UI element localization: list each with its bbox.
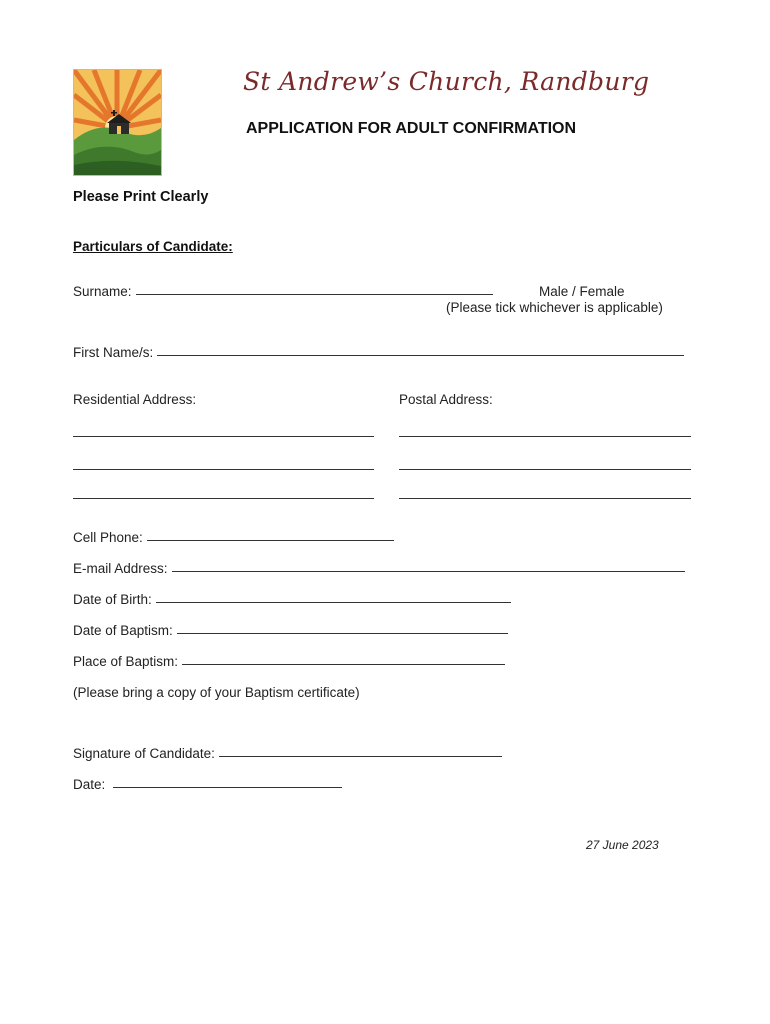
residential-address-label: Residential Address: <box>73 392 197 407</box>
church-name-heading: St Andrew’s Church, Randburg <box>243 67 650 96</box>
surname-label: Surname: <box>73 284 132 299</box>
place-of-baptism-field <box>73 654 505 669</box>
date-line[interactable] <box>113 786 342 788</box>
place-of-baptism-line[interactable] <box>182 663 505 665</box>
church-logo-icon <box>73 69 162 176</box>
signature-label: Signature of Candidate: <box>73 746 215 761</box>
date-of-birth-line[interactable] <box>156 601 511 603</box>
postal-address-line[interactable] <box>399 436 691 437</box>
email-field <box>73 561 685 576</box>
gender-note: (Please tick whichever is applicable) <box>446 300 663 315</box>
surname-field <box>73 284 493 299</box>
baptism-certificate-note: (Please bring a copy of your Baptism certificate) <box>73 685 360 700</box>
cell-phone-line[interactable] <box>147 539 394 541</box>
residential-address-line[interactable] <box>73 436 374 437</box>
residential-address-line[interactable] <box>73 469 374 470</box>
signature-field <box>73 746 502 761</box>
date-field <box>73 777 342 792</box>
date-of-baptism-line[interactable] <box>177 632 508 634</box>
postal-address-line[interactable] <box>399 469 691 470</box>
form-title: APPLICATION FOR ADULT CONFIRMATION <box>246 120 577 137</box>
date-of-birth-field <box>73 592 511 607</box>
postal-address-label: Postal Address: <box>399 392 493 407</box>
first-names-label: First Name/s: <box>73 345 154 360</box>
print-clearly-instruction: Please Print Clearly <box>73 189 209 205</box>
place-of-baptism-label: Place of Baptism: <box>73 654 179 669</box>
cell-phone-field <box>73 530 394 545</box>
date-of-baptism-field <box>73 623 508 638</box>
cell-phone-label: Cell Phone: <box>73 530 143 545</box>
signature-line[interactable] <box>219 755 502 757</box>
date-of-baptism-label: Date of Baptism: <box>73 623 173 638</box>
surname-line[interactable] <box>136 293 493 295</box>
section-heading-particulars: Particulars of Candidate: <box>73 239 233 254</box>
residential-address-line[interactable] <box>73 498 374 499</box>
first-names-field <box>73 345 684 360</box>
date-label: Date: <box>73 777 106 792</box>
date-of-birth-label: Date of Birth: <box>73 592 152 607</box>
revision-date: 27 June 2023 <box>586 838 659 852</box>
email-label: E-mail Address: <box>73 561 168 576</box>
gender-options[interactable]: Male / Female <box>539 284 625 299</box>
email-line[interactable] <box>172 570 685 572</box>
postal-address-line[interactable] <box>399 498 691 499</box>
first-names-line[interactable] <box>157 354 684 356</box>
